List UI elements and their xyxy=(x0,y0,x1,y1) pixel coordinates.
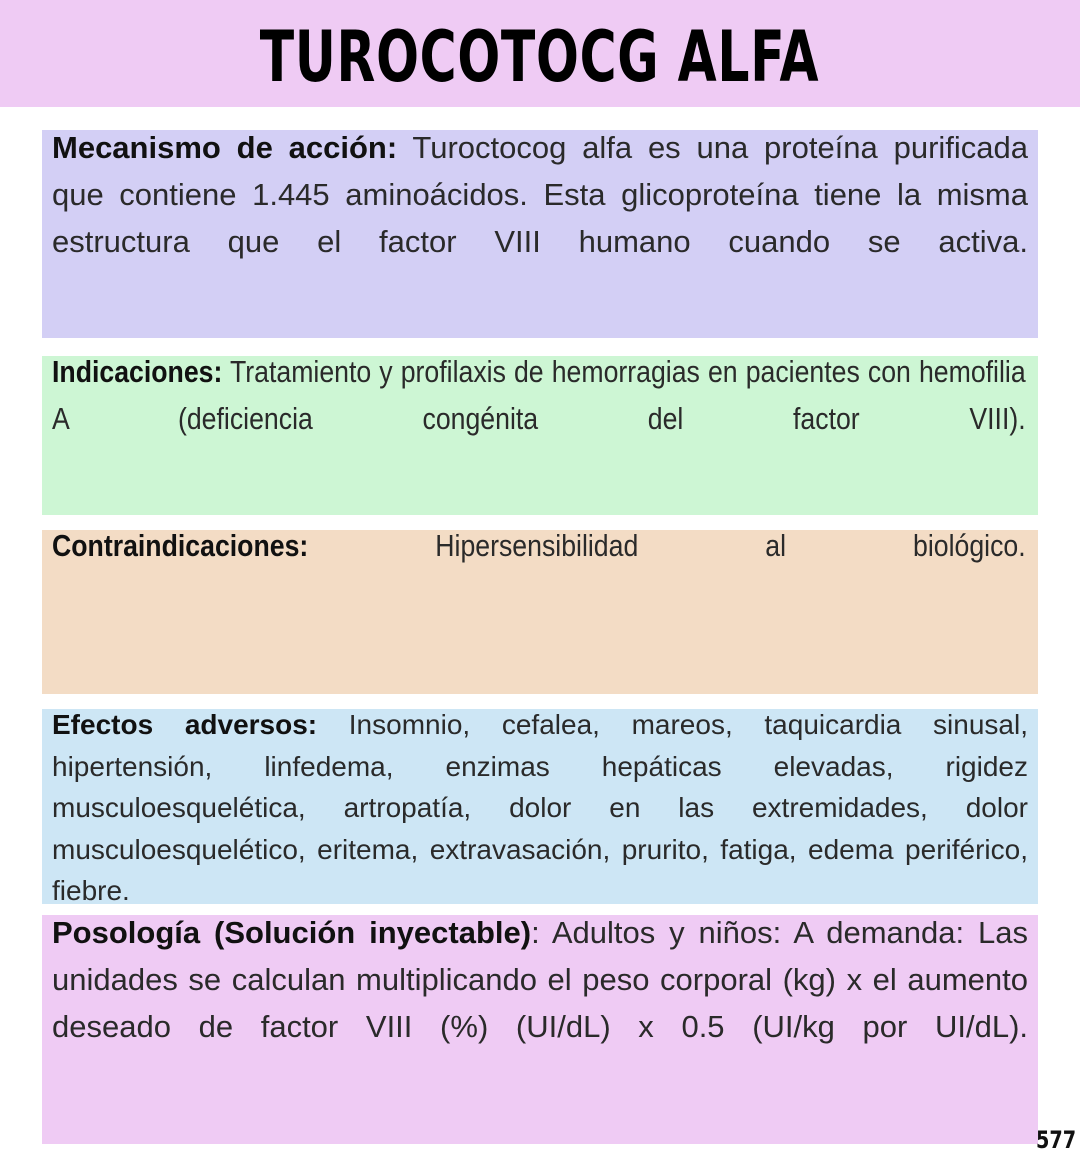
page-header xyxy=(0,0,1080,107)
posology-text: : Adultos y niños: A demanda: Las unidades se calculan multiplicando el peso corporal (kg) x el aumento deseado de factor VIII (%) (UI/dL) x 0.5 (UI/kg por UI/dL). xyxy=(52,915,1028,1044)
section-contraindications xyxy=(42,530,1038,694)
section-mechanism-of-action xyxy=(42,130,1038,338)
section-adverse-effects xyxy=(42,709,1038,904)
mechanism-text: Turoctocog alfa es una proteína purificada que contiene 1.445 aminoácidos. Esta glicoproteína tiene la misma estructura que el factor VIII humano cuando se activa. xyxy=(52,130,1028,259)
drug-title: TUROCOTOCG ALFA xyxy=(260,15,820,98)
contraindications-text: Hipersensibilidad al biológico. xyxy=(308,528,1026,563)
mechanism-label: Mecanismo de acción: xyxy=(52,130,398,165)
page-number: 577 xyxy=(1035,1126,1076,1154)
indications-label: Indicaciones: xyxy=(52,354,223,389)
indications-paragraph xyxy=(52,348,1026,489)
adverse-effects-text: Insomnio, cefalea, mareos, taquicardia sinusal, hipertensión, linfedema, enzimas hepáticas elevadas, rigidez musculoesquelética, artropatía, dolor en las extremidades, dolor musculoesquelético, eritema, extravasación, prurito, fatiga, edema periférico, fiebre. xyxy=(52,709,1028,906)
posology-label: Posología (Solución inyectable) xyxy=(52,915,532,950)
section-posology xyxy=(42,915,1038,1144)
indications-text: Tratamiento y profilaxis de hemorragias en pacientes con hemofilia A (deficiencia congénita del factor VIII). xyxy=(52,354,1026,436)
adverse-effects-label: Efectos adversos: xyxy=(52,709,318,740)
contraindications-label: Contraindicaciones: xyxy=(52,528,309,563)
posology-paragraph xyxy=(52,909,1028,1097)
mechanism-paragraph xyxy=(52,124,1028,312)
contraindications-paragraph xyxy=(52,528,1026,600)
section-indications xyxy=(42,356,1038,515)
